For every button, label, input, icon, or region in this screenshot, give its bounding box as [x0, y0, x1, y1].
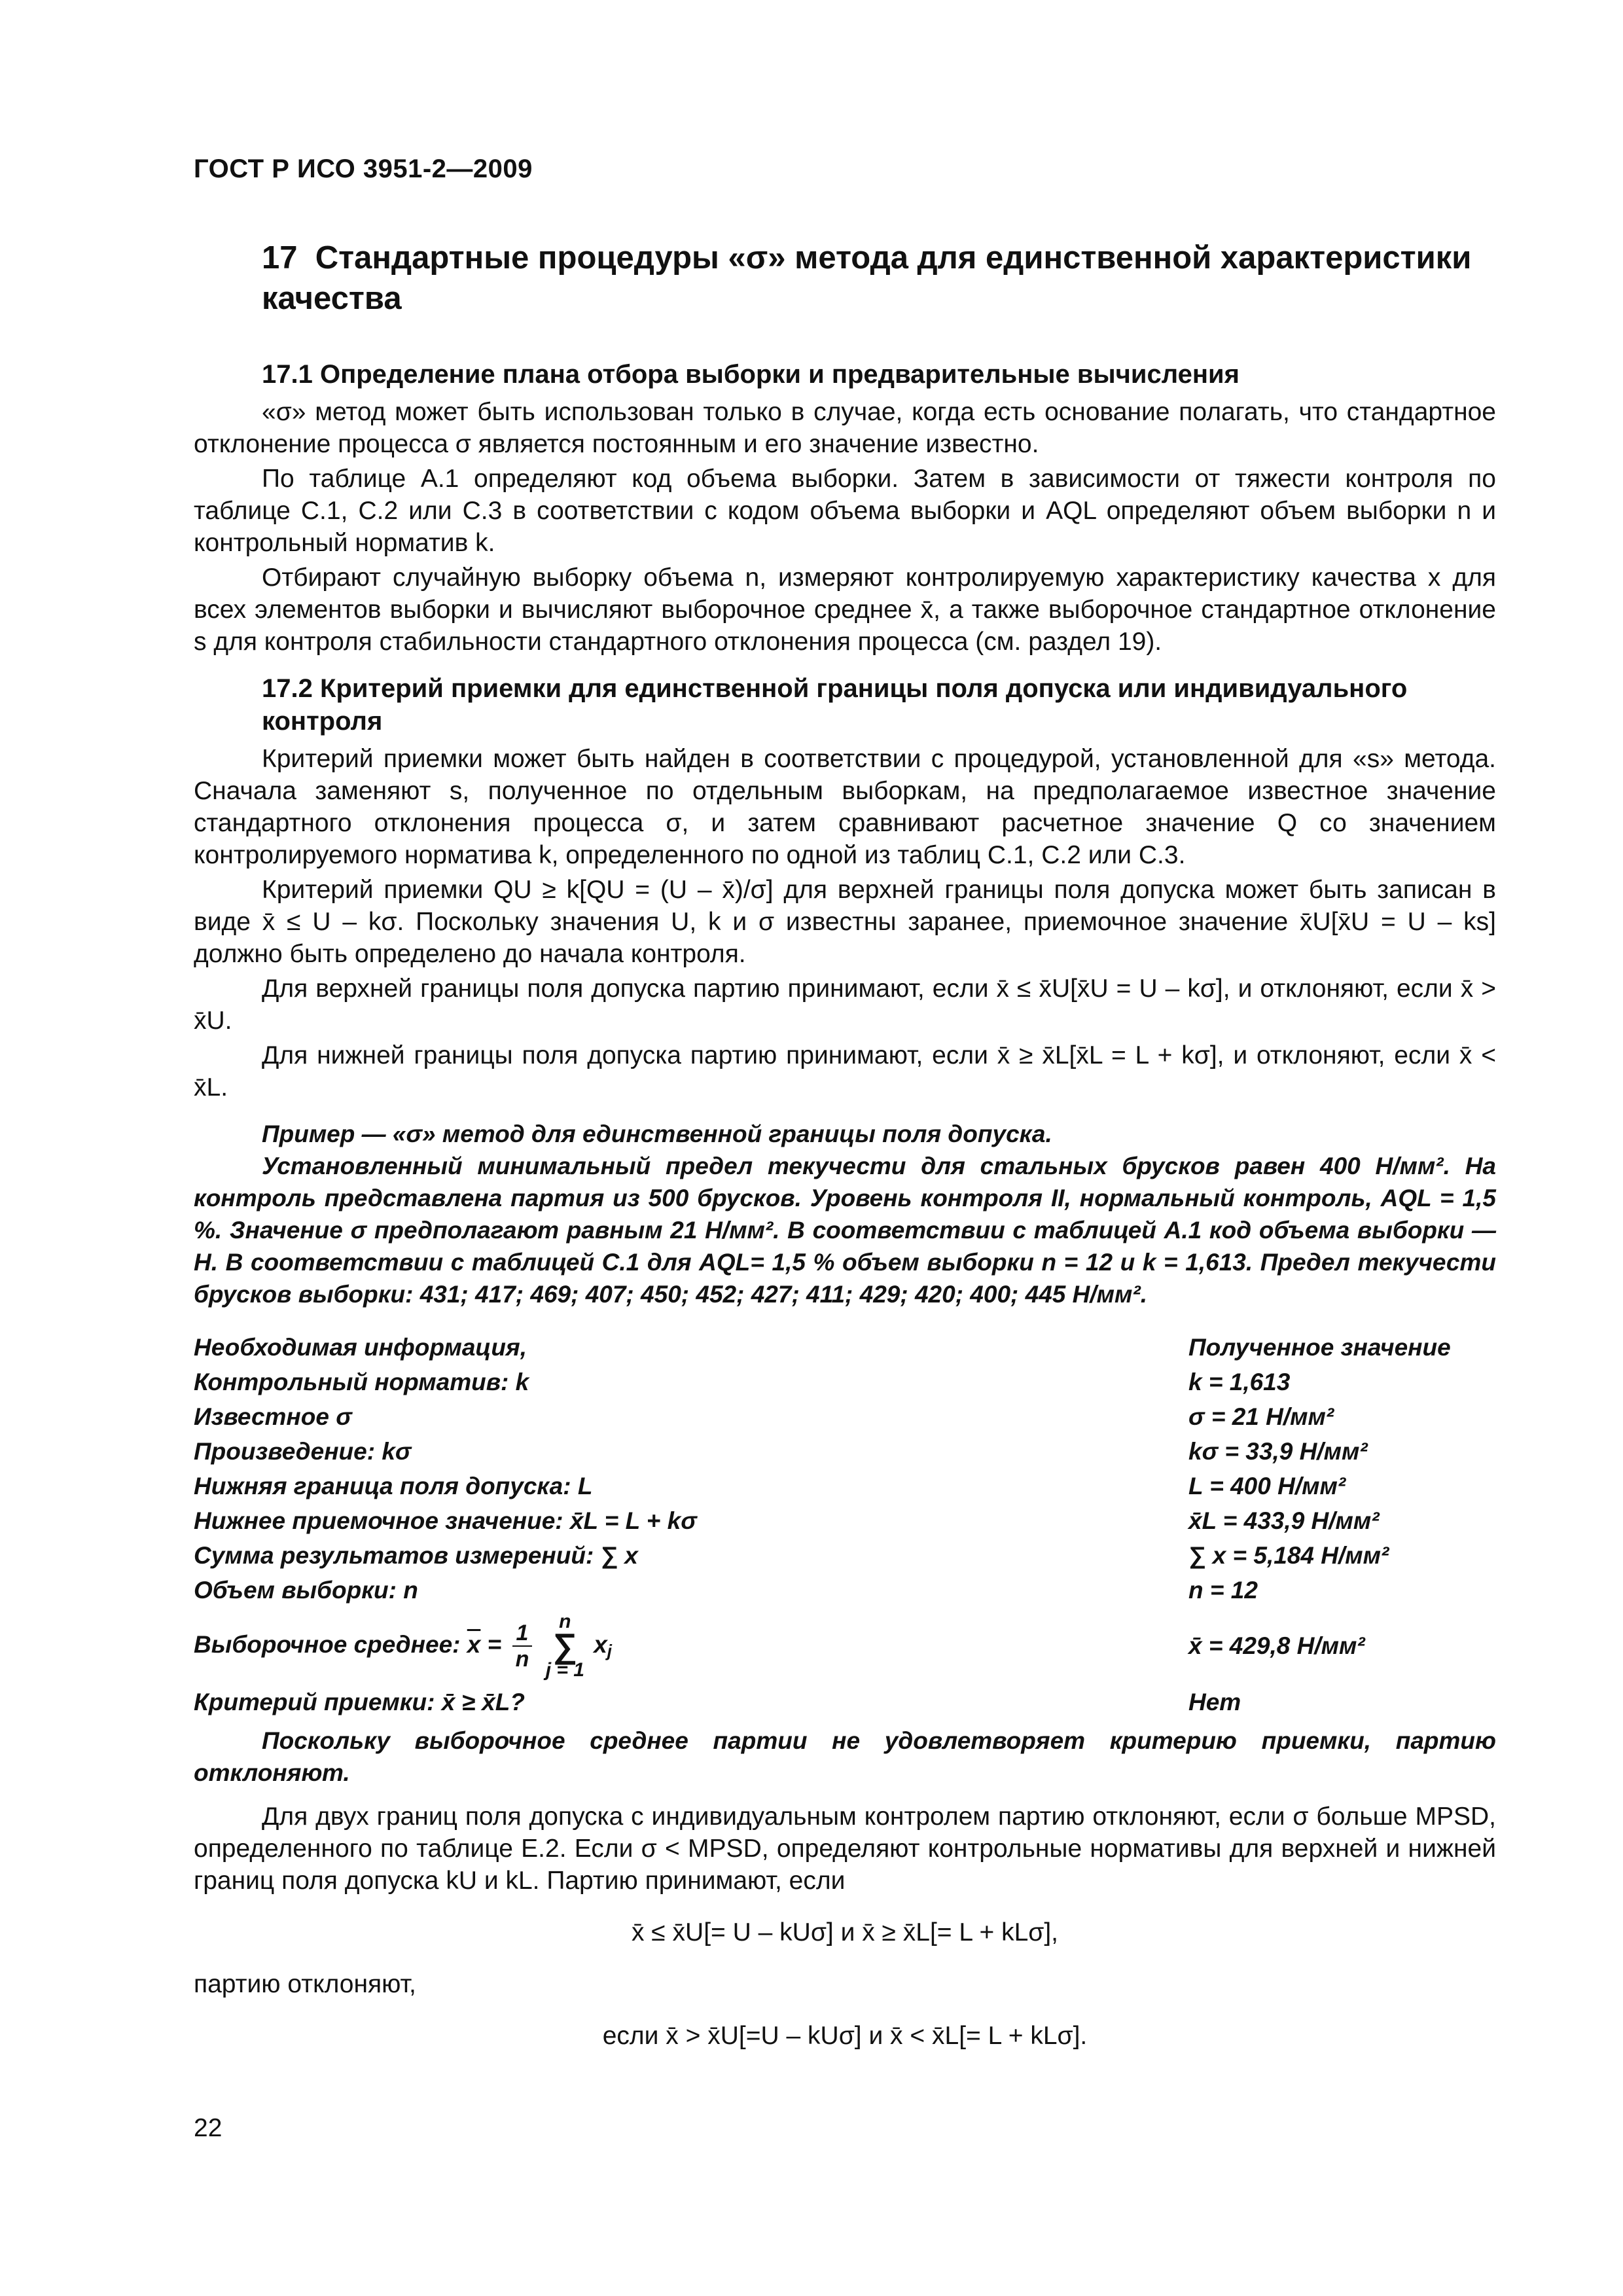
sample-mean-formula: $\overline{x}$ = $\frac{1}{n}$ n ∑ j = 1 $x_j$	[467, 1611, 613, 1681]
s171-paragraph-2: По таблице А.1 определяют код объема выборки. Затем в зависимости от тяжести контроля по таблице С.1, С.2 или С.3 в соответствии с кодом объема выборки и AQL определяют объем выборки n и контрольный норматив k.	[194, 465, 1496, 557]
two-limits-paragraph: Для двух границ поля допуска с индивидуальным контролем партию отклоняют, если σ больше MPSD, определенного по таблице Е.2. Если σ < MPSD, определяют контрольные нормативы для верхней и нижней границ поля допуска kU и kL. Партию принимают, если	[194, 1803, 1496, 1895]
table-row: Произведение: kσ kσ = 33,9 Н/мм²	[194, 1437, 1368, 1465]
table-row: Критерий приемки: x̄ ≥ x̄L? Нет	[194, 1688, 1241, 1715]
document-page	[194, 154, 1496, 2052]
table-col-label: Необходимая информация,	[194, 1333, 527, 1361]
section-number: 17	[262, 240, 298, 276]
s171-paragraph-3: Отбирают случайную выборку объема n, измеряют контролируемую характеристику качества x для всех элементов выборки и вычисляют выборочное среднее x̄, а также выборочное стандартное отклонение s для контроля стабильности стандартного отклонения процесса (см. раздел 19).	[194, 564, 1496, 656]
document-header: ГОСТ Р ИСО 3951-2—2009	[194, 154, 533, 183]
reject-text: партию отклоняют,	[194, 1970, 416, 1998]
s171-paragraph-1: «σ» метод может быть использован только в случае, когда есть основание полагать, что стандартное отклонение процесса σ является постоянным и его значение известно.	[194, 398, 1496, 458]
s172-paragraph-3: Для верхней границы поля допуска партию принимают, если x̄ ≤ x̄U[x̄U = U – kσ], и отклоняют, если x̄ > x̄U.	[194, 975, 1496, 1035]
example-title: Пример — «σ» метод для единственной границы поля допуска.	[262, 1121, 1052, 1147]
table-row: Выборочное среднее: $\overline{x}$ = $\frac{1}{n}$ n ∑ j = 1 $x_j$ x̄ = 429,8 Н/мм²	[194, 1611, 1365, 1681]
table-row: Сумма результатов измерений: ∑ x ∑ x = 5,184 Н/мм²	[194, 1541, 1389, 1569]
subsection-17-2-title: 17.2 Критерий приемки для единственной границы поля допуска или индивидуального контроля	[262, 674, 1408, 736]
table-col-value: Полученное значение	[1188, 1333, 1451, 1361]
s172-paragraph-1: Критерий приемки может быть найден в соответствии с процедурой, установленной для «s» метода. Сначала заменяют s, полученное по отдельным выборкам, на предполагаемое известное значение стандартного отклонения процесса σ, и затем сравнивают расчетное значение Q со значением контролируемого норматива k, определенного по одной из таблиц С.1, С.2 или С.3.	[194, 745, 1496, 869]
example-text: Установленный минимальный предел текучести для стальных брусков равен 400 Н/мм². На контроль представлена партия из 500 брусков. Уровень контроля II, нормальный контроль, AQL = 1,5 %. Значение σ предполагают равным 21 Н/мм². В соответствии с таблицей А.1 код объема выборки — Н. В соответствии с таблицей С.1 для AQL= 1,5 % объем выборки n = 12 и k = 1,613. Предел текучести брусков выборки: 431; 417; 469; 407; 450; 452; 427; 411; 429; 420; 400; 445 Н/мм².	[194, 1153, 1496, 1308]
accept-formula: x̄ ≤ x̄U[= U – kUσ] и x̄ ≥ x̄L[= L + kLσ],	[631, 1918, 1059, 1946]
sample-mean-label: Выборочное среднее:	[194, 1630, 461, 1658]
s172-paragraph-4: Для нижней границы поля допуска партию принимают, если x̄ ≥ x̄L[x̄L = L + kσ], и отклоняют, если x̄ < x̄L.	[194, 1041, 1496, 1102]
table-row: Объем выборки: n n = 12	[194, 1576, 1258, 1604]
table-row: Нижнее приемочное значение: x̄L = L + kσ x̄L = 433,9 Н/мм²	[194, 1507, 1380, 1534]
section-title-text: Стандартные процедуры «σ» метода для единственной характеристики качества	[262, 240, 1472, 316]
s172-paragraph-2: Критерий приемки QU ≥ k[QU = (U – x̄)/σ] для верхней границы поля допуска может быть записан в виде x̄ ≤ U – kσ. Поскольку значения U, k и σ известны заранее, приемочное значение x̄U[x̄U = U – ks] должно быть определено до начала контроля.	[194, 876, 1496, 968]
table-row: Известное σ σ = 21 Н/мм²	[194, 1403, 1334, 1430]
subsection-17-1-title: 17.1 Определение плана отбора выборки и предварительные вычисления	[262, 360, 1240, 389]
reject-formula: если x̄ > x̄U[=U – kUσ] и x̄ < x̄L[= L + kLσ].	[602, 2022, 1088, 2050]
table-row: Нижняя граница поля допуска: L L = 400 Н/мм²	[194, 1472, 1346, 1499]
table-row: Контрольный норматив: k k = 1,613	[194, 1368, 1291, 1395]
section-17-title	[262, 238, 1496, 319]
example-info-table	[194, 1330, 1496, 1719]
example-conclusion: Поскольку выборочное среднее партии не удовлетворяет критерию приемки, партию отклоняют.	[194, 1727, 1496, 1786]
page-number: 22	[194, 2114, 223, 2142]
